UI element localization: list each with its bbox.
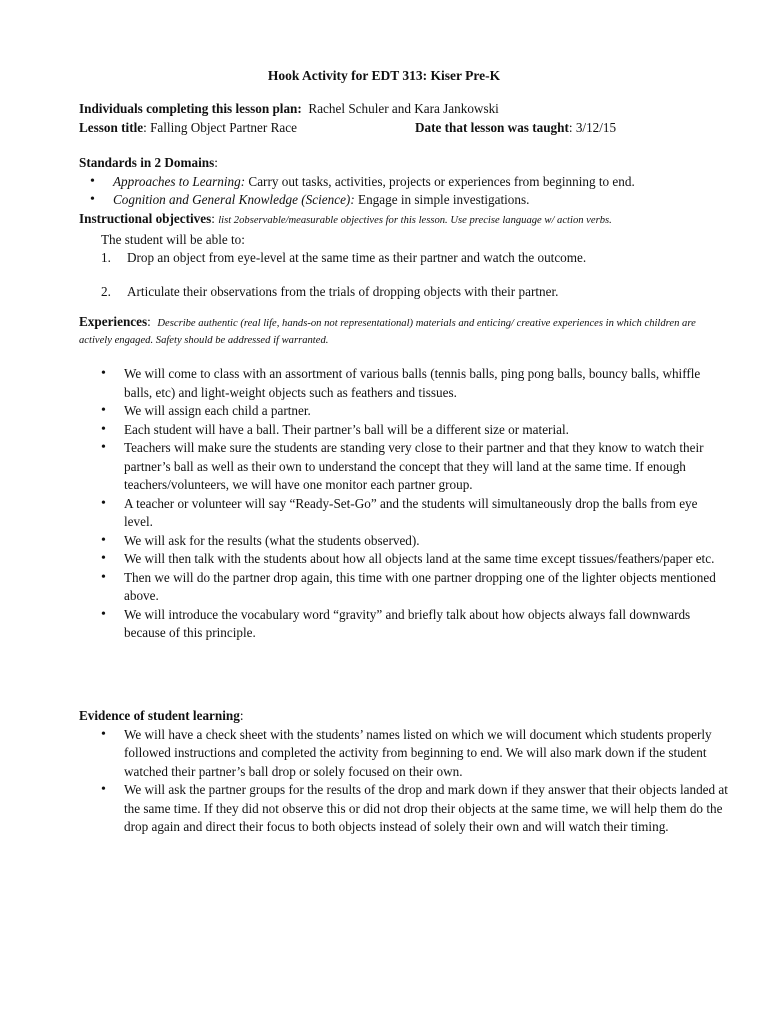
standards-section: Standards in 2 Domains: • Approaches to Learning: Carry out tasks, activities, projects or experiences from beginning to end. • Cognition and General Knowledge (Science): Engage in simple investigations. bbox=[79, 154, 729, 210]
experience-item: • We will then talk with the students about how all objects land at the same time except tissues/feathers/paper etc. bbox=[79, 550, 729, 569]
evidence-item: • We will ask the partner groups for the results of the drop and mark down if they answer that their objects landed at the same time. If they did not observe this or did not drop their objects at the same time, we will help them do the drop again and direct their focus to both objects instead of solely their own and will watch their timing. bbox=[79, 781, 739, 837]
experience-item: • We will come to class with an assortment of various balls (tennis balls, ping pong balls, bouncy balls, whiffle balls, etc) and light-weight objects such as feathers and tissues. bbox=[79, 365, 729, 402]
objectives-lead: The student will be able to: bbox=[101, 231, 245, 247]
standard-item: • Cognition and General Knowledge (Science): Engage in simple investigations. bbox=[79, 191, 729, 210]
experience-item: • We will introduce the vocabulary word “gravity” and briefly talk about how objects always fall downwards because of this principle. bbox=[79, 606, 729, 643]
experiences-heading: Experiences bbox=[79, 314, 148, 329]
experience-item: • We will ask for the results (what the students observed). bbox=[79, 532, 729, 551]
objective-item: 2. Articulate their observations from the trials of dropping objects with their partner. bbox=[101, 283, 559, 299]
lesson-title-value: Falling Object Partner Race bbox=[150, 119, 297, 135]
document-title: Hook Activity for EDT 313: Kiser Pre-K bbox=[267, 68, 501, 83]
objectives-heading: Instructional objectives bbox=[79, 211, 212, 226]
experience-item: • Teachers will make sure the students are standing very close to their partner and that they know to watch their partner’s ball as well as their own to understand the concept that they will land at the same time. If enough teachers/volunteers, we will have one monitor each partner group. bbox=[79, 439, 729, 495]
individuals-line: Individuals completing this lesson plan: Rachel Schuler and Kara Jankowski bbox=[79, 101, 499, 116]
date-taught-label: Date that lesson was taught bbox=[415, 119, 569, 135]
objectives-note: list 2observable/measurable objectives for this lesson. Use precise language w/ action verbs. bbox=[218, 215, 612, 226]
standard-domain: Cognition and General Knowledge (Science): bbox=[113, 192, 355, 207]
experience-item: • We will assign each child a partner. bbox=[79, 402, 729, 421]
experience-item: • Then we will do the partner drop again, this time with one partner dropping one of the lighter objects mentioned above. bbox=[79, 569, 729, 606]
evidence-section: Evidence of student learning: • We will have a check sheet with the students’ names listed on which we will document which students properly followed instructions and completed the activity from beginning to end. We will also mark down if the student watched their partner’s ball drop or solely focused on their own. • We will ask the partner groups for the results of the drop and mark down if they answer that their objects landed at the same time. If they did not observe this or did not drop their objects at the same time, we will help them do the drop again and direct their focus to both objects instead of solely their own and will watch their timing. bbox=[79, 707, 739, 837]
date-taught: Date that lesson was taught: 3/12/15 bbox=[415, 119, 617, 135]
lesson-info bbox=[79, 100, 729, 137]
experiences-list-wrap bbox=[79, 365, 729, 643]
experiences-note: Describe authentic (real life, hands-on not representational) materials and enticing/ creative experiences in which children are actively engaged. Safety should be addressed if warranted. bbox=[79, 318, 696, 346]
date-taught-value: 3/12/15 bbox=[575, 119, 617, 135]
experiences-section: Experiences: Describe authentic (real life, hands-on not representational) materials and enticing/ creative experiences in which children are actively engaged. Safety should be addressed if warranted. bbox=[79, 314, 696, 346]
standard-domain: Approaches to Learning: bbox=[113, 173, 246, 189]
objective-item: 1. Drop an object from eye-level at the same time as their partner and watch the outcome. bbox=[101, 250, 587, 265]
lesson-title-label: Lesson title bbox=[79, 119, 144, 135]
experiences-list bbox=[79, 365, 729, 643]
individuals-value: Rachel Schuler and Kara Jankowski bbox=[308, 101, 499, 116]
experience-item: • A teacher or volunteer will say “Ready-Set-Go” and the students will simultaneously drop the balls from eye level. bbox=[79, 495, 729, 532]
objectives-list bbox=[79, 249, 729, 301]
standard-item: • Approaches to Learning: Carry out tasks, activities, projects or experiences from beginning to end. bbox=[79, 173, 729, 192]
objectives-section: Instructional objectives: list 2observable/measurable objectives for this lesson. Use precise language w/ action verbs. The student will be able to: 1. Drop an object from eye-level at the same time as their partner and watch the outcome. 2. Articulate their observations from the trials of dropping objects with their partner. bbox=[79, 210, 729, 301]
evidence-heading: Evidence of student learning bbox=[79, 708, 240, 723]
experience-item: • Each student will have a ball. Their partner’s ball will be a different size or material. bbox=[79, 421, 729, 440]
individuals-label: Individuals completing this lesson plan bbox=[79, 101, 298, 116]
standards-list bbox=[79, 173, 729, 210]
evidence-item: • We will have a check sheet with the students’ names listed on which we will document which students properly followed instructions and completed the activity from beginning to end. We will also mark down if the student watched their partner’s ball drop or solely focused on their own. bbox=[79, 726, 739, 782]
evidence-list bbox=[79, 726, 739, 837]
standards-heading: Standards in 2 Domains bbox=[79, 155, 215, 170]
lesson-title-line: Lesson title: Falling Object Partner Race Date that lesson was taught: 3/12/15 bbox=[79, 119, 729, 138]
